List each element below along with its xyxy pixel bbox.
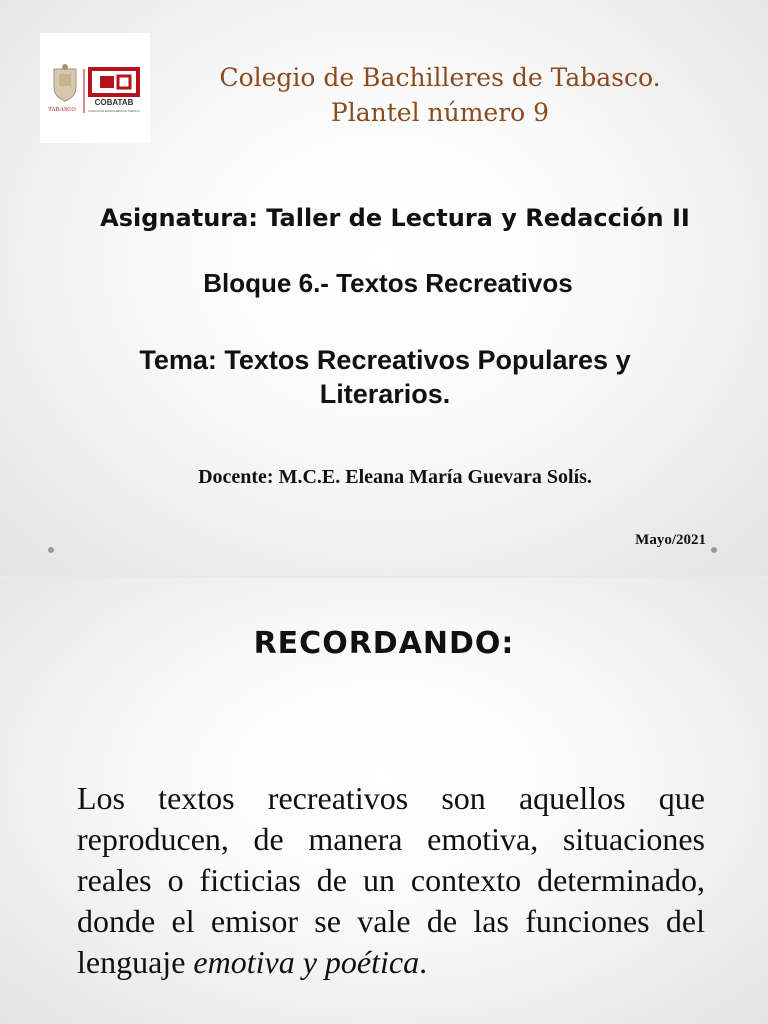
paragraph-end: . — [419, 944, 428, 980]
paragraph-text: Los textos recreativos son aquellos que reproducen, de manera emotiva, situaciones reales o ficticias de un contexto determinado, donde el emisor se vale de las funciones del lenguaje — [77, 780, 705, 980]
svg-text:COBATAB: COBATAB — [94, 98, 134, 107]
bullet-dot-left — [48, 547, 54, 553]
institution-title — [120, 60, 760, 130]
section-title: RECORDANDO: — [253, 626, 515, 661]
campus-number: Plantel número 9 — [330, 98, 550, 127]
topic-line-2: Literarios. — [319, 379, 451, 409]
content-slide — [0, 578, 768, 1024]
topic-line-1: Tema: Textos Recreativos Populares y — [139, 345, 631, 375]
svg-text:TABASCO: TABASCO — [48, 107, 76, 113]
subject-value: : Taller de Lectura y Redacción II — [248, 204, 690, 232]
topic-heading — [60, 343, 710, 411]
subject-heading — [0, 204, 768, 232]
subject-label: Asignatura — [100, 204, 249, 232]
teacher-name: Docente: M.C.E. Eleana María Guevara Solís. — [198, 466, 592, 488]
date-label: Mayo/2021 — [635, 532, 706, 548]
paragraph-emphasis: emotiva y poética — [193, 944, 420, 980]
svg-text:COLEGIO DE BACHILLERES DE TABA: COLEGIO DE BACHILLERES DE TABASCO — [88, 110, 140, 113]
bullet-dot-right — [711, 547, 717, 553]
institution-name: Colegio de Bachilleres de Tabasco. — [219, 63, 661, 92]
definition-paragraph — [77, 778, 705, 983]
block-heading: Bloque 6.- Textos Recreativos — [203, 268, 573, 298]
